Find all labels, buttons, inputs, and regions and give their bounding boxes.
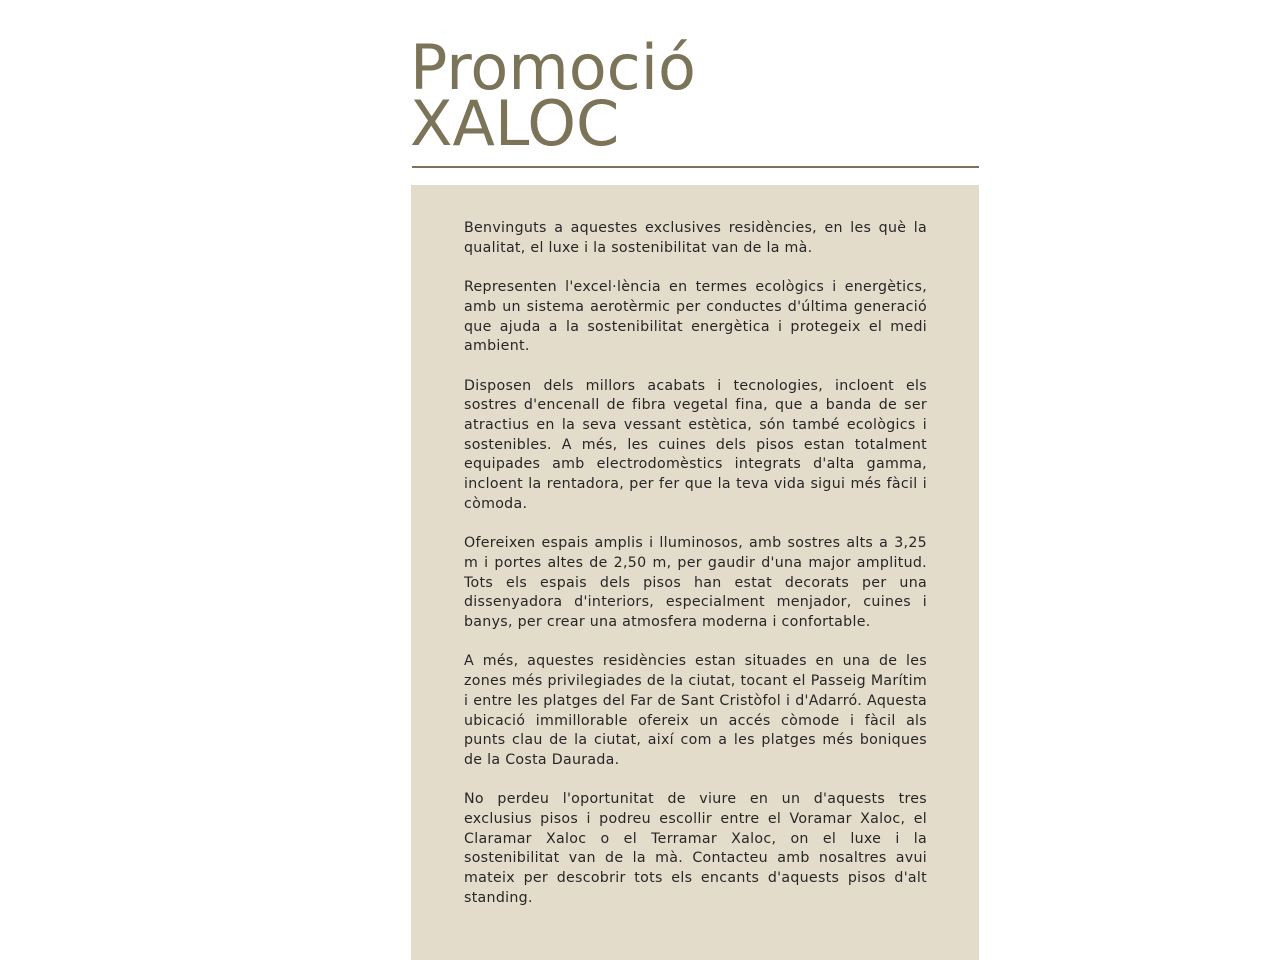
paragraph-energy: Representen l'excel·lència en termes ecològics i energètics, amb un sistema aerotèrmic per conductes d'última generació que ajuda a la sostenibilitat energètica i protegeix el medi ambient. — [464, 279, 927, 355]
paragraph-contact: No perdeu l'oportunitat de viure en un d'aquests tres exclusius pisos i podreu escollir entre el Voramar Xaloc, el Claramar Xaloc o el Terramar Xaloc, on el luxe i la sostenibilitat van de la mà. Contacteu amb nosaltres avui mateix per descobrir tots els encants d'aquests pisos d'alt standing. — [464, 791, 927, 906]
paragraph-spaces: Ofereixen espais amplis i lluminosos, amb sostres alts a 3,25 m i portes altes de 2,50 m, per gaudir d'una major amplitud. Tots els espais dels pisos han estat decorats per una dissenyadora d'interiors, especialment menjador, cuines i banys, per crear una atmosfera moderna i confortable. — [464, 535, 927, 631]
paragraph-location: A més, aquestes residències estan situades en una de les zones més privilegiades de la ciutat, tocant el Passeig Marítim i entre les platges del Far de Sant Cristòfol i d'Adarró. Aquesta ubicació immillorable ofereix un accés còmode i fàcil als punts clau de la ciutat, així com a les platges més boniques de la Costa Daurada. — [464, 653, 927, 768]
page-title — [410, 31, 696, 160]
title-divider — [412, 166, 979, 168]
title-line-2: XALOC — [410, 87, 620, 160]
paragraph-finishes: Disposen dels millors acabats i tecnologies, incloent els sostres d'encenall de fibra vegetal fina, que a banda de ser atractius en la seva vessant estètica, són també ecològics i sostenibles. A més, les cuines dels pisos estan totalment equipades amb electrodomèstics integrats d'alta gamma, incloent la rentadora, per fer que la teva vida sigui més fàcil i còmoda. — [464, 377, 927, 512]
body-text — [464, 219, 927, 928]
paragraph-welcome: Benvinguts a aquestes exclusives residències, en les què la qualitat, el luxe i la sostenibilitat van de la mà. — [464, 220, 927, 256]
title-line-1: Promoció — [410, 31, 696, 104]
